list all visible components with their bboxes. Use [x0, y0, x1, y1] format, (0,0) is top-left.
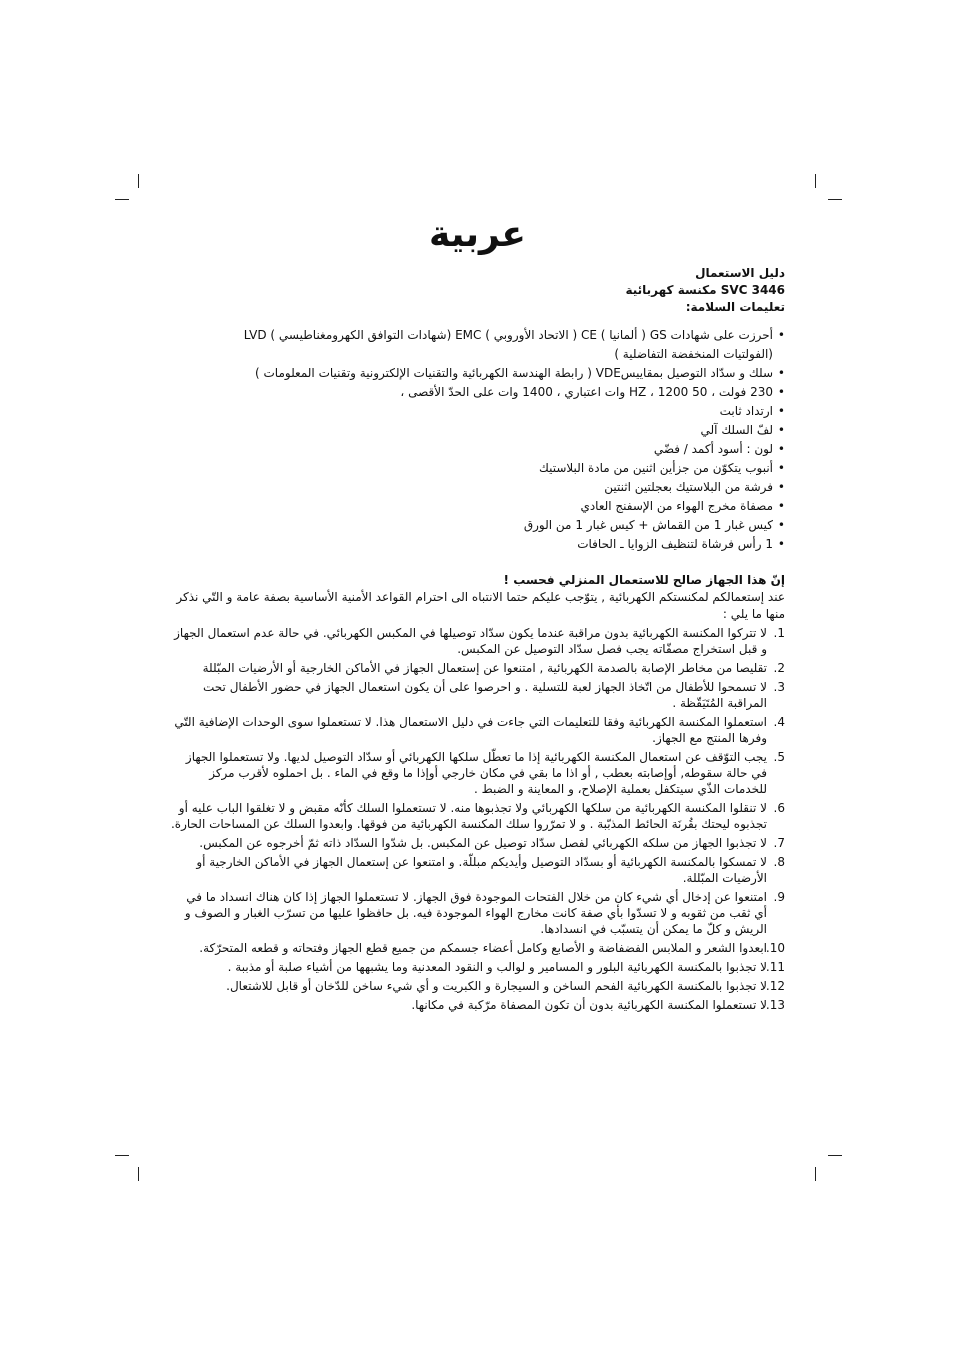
- list-item: 3. لا تسمحوا للأطفال من اتّخاذ الجهاز لعبة للتسلية . و احرصوا على أن يكون استعمال الجهاز في حضور الأطفال تحت المراقبة المُتَيَقّظة .: [203, 680, 785, 710]
- list-item: 1. لا تتركوا المكنسة الكهربائية بدون مراقبة عندما يكون سدّاد توصيلها في المكبس الكهربائي. في حالة عدم استعمال الجهاز و قبل استخراج مصفّاته يجب فصل سدّاد التوصيل عن المكبس.: [174, 626, 785, 656]
- list-item: 9. امتنعوا عن إدخال أي شيء كان من خلال الفتحات الموجودة فوق الجهاز. لا تستعملوا الجهاز إذا كان هناك انسداد ما في أي ثقب من ثقوبه و لا تسدّوا بأي صفة كانت مخارج الهواء الموجودة فيه. بل حافظوا عليها من تسرّب الغبار و الصوف و الريش و كلّ ما يمكن أن يتسبّب في انسدادها.: [184, 890, 785, 936]
- list-item: 12. لا تجذبوا بالمكنسة الكهربائية الفحم الساخن و السيجارة و الكبريت و أي شيء ساخن للدّخان أو قابل للاشتعال.: [226, 979, 785, 993]
- list-item: 11. لا تجذبوا بالمكنسة الكهربائية البلور و المسامير و لوالب و النقود المعدنية وما يشبهها من أشياء صلبة أو مذببة .: [227, 960, 785, 974]
- crop-mark: [138, 1167, 139, 1181]
- manual-header: [170, 265, 785, 316]
- list-item: 7. لا تجذبوا الجهاز من سلكه الكهربائي لفصل سدّاد توصيل عن المكبس. بل شدّوا السدّاد ذاته ثمّ أخرجوه عن المكبس.: [199, 836, 785, 850]
- list-item: • 1 رأس فرشاة لتنظيف الزوايا ـ الحافات: [170, 535, 785, 554]
- list-item: 10. ابعدوا الشعر و الملابس الفضفاضة و الأصابع وكامل أعضاء جسمكم من جميع قطع الجهاز وفتحاته و قطعه المتحرّكة.: [199, 941, 785, 955]
- list-item: 13. لا تستعملوا المكنسة الكهربائية بدون أن تكون المصفاة مرّكبة في مكانها.: [411, 998, 785, 1012]
- list-item: 4. استعملوا المكنسة الكهربائية وفقا للتعليمات التي جاءت في دليل الاستعمال هذا. لا تستعملوا سوى الوحدات الإضافية التّي وفرها المنتج مع الجهاز.: [174, 715, 785, 745]
- safety-intro: عند إستعمالكم لمكنستكم الكهربائية , يتوّجب عليكم حتما الانتباه الى احترام القواعد الأمنية الأساسية بصفة عامة و التّي نذكر منها ما يلي :: [176, 590, 785, 621]
- page-title: عربية: [428, 214, 527, 255]
- list-item: • سلك و سدّاد التوصيل بمقاييسVDE ( رابطة الهندسة الكهربائية والتقنيات الإلكترونية وتقنيات المعلومات ): [170, 364, 785, 383]
- crop-mark: [828, 199, 842, 200]
- header-safety-label: تعليمات السلامة:: [685, 300, 785, 314]
- header-manual-label: دليل الاستعمال: [695, 266, 785, 280]
- list-item: • فرشة من البلاستيك بعجلتين اثنتين: [170, 478, 785, 497]
- crop-mark: [828, 1155, 842, 1156]
- list-item: • أنبوب يتكوّن من جزأين اثنين من مادة البلاستيك: [170, 459, 785, 478]
- list-item: 6. لا تنقلوا المكنسة الكهربائية من سلكها الكهربائي ولا تجذبوها منه. لا تستعملوا السلك كأنّه مقبض و لا تغلقوا الباب عليه أو تجذبوه ليحتك بقُرنَة الحائط المذبّبة . و لا تمرّروا سلك المكنسة الكهربائية من فوقها. وابعدوا السلك عن المساحات الحارة.: [170, 801, 785, 831]
- crop-mark: [138, 174, 139, 188]
- list-item: 2. تقليصا من مخاطر الإصابة بالصدمة الكهربائية , امتنعوا عن إستعمال الجهاز في الأماكن الخارجية أو الأرضيات المبّللة: [202, 661, 785, 675]
- crop-mark: [815, 1167, 816, 1181]
- list-item: 8. لا تمسكوا بالمكنسة الكهربائية أو بسدّاد التوصيل وأيديكم مبللّة. و امتنعوا عن إستعمال الجهاز في الأماكن الخارجية أو الأرضيات المبّللة.: [196, 855, 785, 885]
- crop-mark: [115, 199, 129, 200]
- header-product-name: SVC 3446 مكنسة كهربائية: [625, 283, 785, 297]
- list-item: • أحرزت على شهادات GS ( ألمانيا ) CE ( الاتحاد الأوروبي ) EMC (شهادات التوافق الكهرومغناطيسي ) LVD (الفولتيات المنخفضة التفاضلية ): [170, 326, 785, 364]
- list-item: 5. يجب التوّقف عن استعمال المكنسة الكهربائية إذا ما تعطّل سلكها الكهربائي أو سدّاد التوصيل لديها. ولا تستعملوا الجهاز في حالة سقوطه, أوإصابته بعطب , أو اذا ما بقي في مكان خارجي أوإذا ما وقع في الماء . بل احملوه لأقرب مركز للخدمات الذّي سيتكفل بعملية الإصلاح، و المعاينة و الضبط .: [185, 750, 785, 796]
- crop-mark: [815, 174, 816, 188]
- list-item: • لون : أسود أكمد / فضّي: [170, 440, 785, 459]
- crop-mark: [115, 1155, 129, 1156]
- manual-page: [170, 215, 785, 1016]
- household-use-notice: إنّ هذا الجهاز صالح للاستعمال المنزلي فحسب !: [503, 573, 785, 587]
- list-item: • لفّ السلك آلي: [170, 421, 785, 440]
- safety-rules-list: [170, 625, 785, 1013]
- spec-list: [170, 326, 785, 554]
- list-item: • 230 فولت ، 50 HZ ، 1200 وات اعتباري ، 1400 وات على الحدّ الأقصى ،: [170, 383, 785, 402]
- list-item: • ارتداد ثابت: [170, 402, 785, 421]
- list-item: • كيس غبار 1 من القماش + كيس غبار 1 من الورق: [170, 516, 785, 535]
- list-item: • مصفاة مخرج الهواء من الإسفنج العادي: [170, 497, 785, 516]
